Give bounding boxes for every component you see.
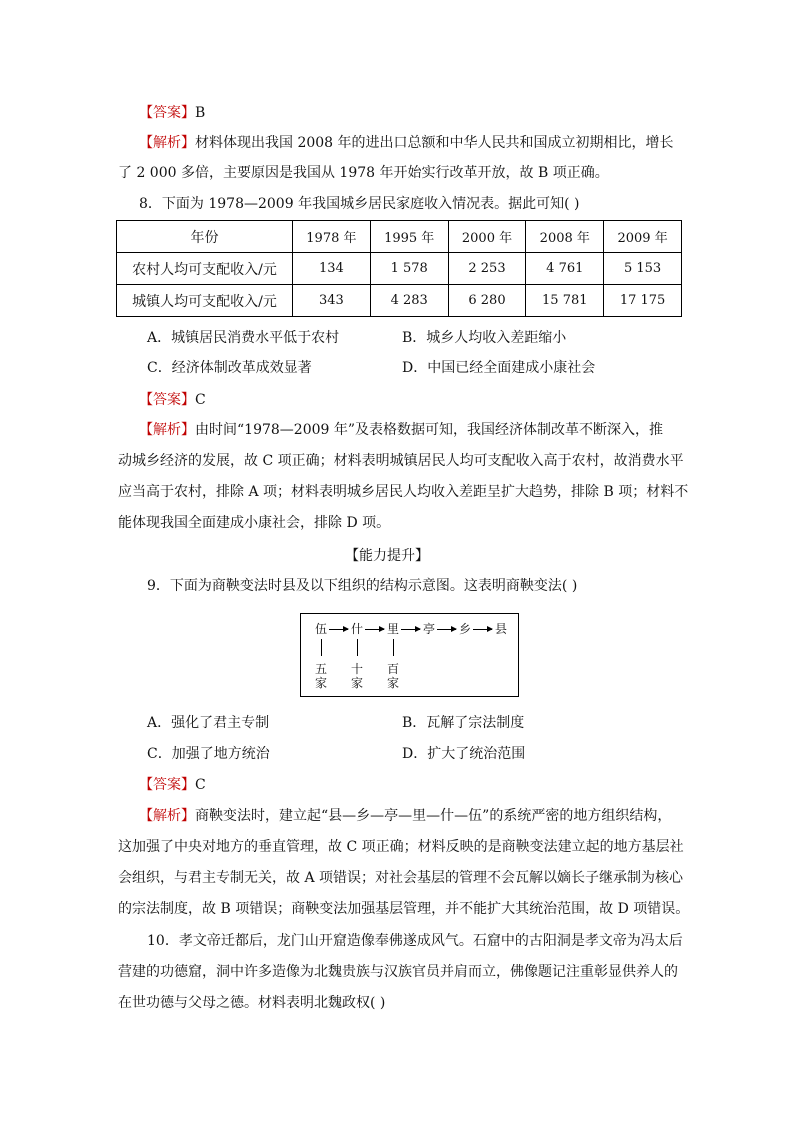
- arrow-icon: [401, 629, 420, 630]
- q10-stem-line-2: 营建的功德窟，洞中许多造像为北魏贵族与汉族官员并肩而立，佛像题记注重彰显供养人的: [118, 964, 678, 980]
- q8-option-d[interactable]: D．中国已经全面建成小康社会: [402, 360, 596, 376]
- answer-value: C: [195, 777, 206, 793]
- table-row: [117, 285, 682, 317]
- q9-option-a[interactable]: A．强化了君主专制: [147, 715, 270, 731]
- table-cell: 134: [293, 253, 371, 285]
- income-table: [116, 220, 682, 317]
- diagram-sub-label: 百: [387, 662, 400, 676]
- q8-stem: 8．下面为 1978—2009 年我国城乡居民家庭收入情况表。据此可知( ): [139, 196, 580, 212]
- answer-tag: 【答案】: [139, 392, 195, 408]
- table-cell: 5 153: [604, 253, 682, 285]
- q9-stem: 9．下面为商鞅变法时县及以下组织的结构示意图。这表明商鞅变法( ): [147, 578, 578, 594]
- q8-option-c[interactable]: C．经济体制改革成效显著: [147, 360, 312, 376]
- analysis-tag: 【解析】: [139, 808, 195, 824]
- connector-line: [321, 639, 322, 656]
- q8-analysis-line-1: [139, 420, 663, 440]
- arrow-icon: [473, 629, 492, 630]
- answer-tag: 【答案】: [139, 105, 195, 121]
- q7-analysis-line-1: [139, 133, 674, 153]
- table-cell: 17 175: [604, 285, 682, 317]
- diagram-node-li: 里: [387, 622, 400, 636]
- table-cell: 4 761: [526, 253, 604, 285]
- diagram-node-shi: 什: [351, 622, 364, 636]
- q8-answer: [139, 390, 206, 410]
- answer-tag: 【答案】: [139, 777, 195, 793]
- analysis-tag: 【解析】: [139, 422, 195, 438]
- q10-stem-line-1: 10．孝文帝迁都后，龙门山开窟造像奉佛遂成风气。石窟中的古阳洞是孝文帝为冯太后: [147, 933, 683, 949]
- table-cell: 1 578: [370, 253, 448, 285]
- q9-analysis-line-2: 这加强了中央对地方的垂直管理，故 C 项正确；材料反映的是商鞅变法建立起的地方基层社: [118, 839, 684, 855]
- q8-analysis-line-2: 动城乡经济的发展，故 C 项正确；材料表明城镇居民人均可支配收入高于农村，故消费水平: [118, 453, 684, 469]
- table-cell: 15 781: [526, 285, 604, 317]
- q7-answer: [139, 103, 205, 123]
- diagram-node-ting: 亭: [423, 622, 436, 636]
- table-header-cell: 2008 年: [526, 221, 604, 253]
- table-cell: 6 280: [448, 285, 526, 317]
- table-header-cell: 年份: [117, 221, 293, 253]
- connector-line: [357, 639, 358, 656]
- table-header-row: [117, 221, 682, 253]
- q9-answer: [139, 775, 206, 795]
- answer-value: C: [195, 392, 206, 408]
- arrow-icon: [365, 629, 384, 630]
- diagram-sub-label: 家: [351, 676, 364, 690]
- q9-analysis-line-1: [139, 806, 671, 826]
- table-header-cell: 1995 年: [370, 221, 448, 253]
- section-title: 【能力提升】: [345, 548, 429, 564]
- q9-option-d[interactable]: D．扩大了统治范围: [402, 746, 526, 762]
- arrow-icon: [437, 629, 456, 630]
- diagram-node-wu: 伍: [315, 622, 328, 636]
- table-cell: 4 283: [370, 285, 448, 317]
- table-header-cell: 2009 年: [604, 221, 682, 253]
- diagram-sub-label: 家: [315, 676, 328, 690]
- answer-value: B: [195, 105, 206, 121]
- analysis-text: 由时间“1978—2009 年”及表格数据可知，我国经济体制改革不断深入，推: [195, 422, 664, 438]
- diagram-sub-label: 五: [315, 662, 328, 676]
- table-cell: 343: [293, 285, 371, 317]
- table-cell: 2 253: [448, 253, 526, 285]
- diagram-node-xian: 县: [495, 622, 508, 636]
- analysis-text: 材料体现出我国 2008 年的进出口总额和中华人民共和国成立初期相比，增长: [195, 135, 674, 151]
- q8-option-b[interactable]: B．城乡人均收入差距缩小: [402, 330, 567, 346]
- table-header-cell: 2000 年: [448, 221, 526, 253]
- table-cell: 农村人均可支配收入/元: [117, 253, 293, 285]
- q7-analysis-line-2: 了 2 000 多倍，主要原因是我国从 1978 年开始实行改革开放，故 B 项正确。: [118, 165, 609, 181]
- q8-analysis-line-3: 应当高于农村，排除 A 项；材料表明城乡居民人均收入差距呈扩大趋势，排除 B 项；材料不: [118, 484, 689, 500]
- analysis-tag: 【解析】: [139, 135, 195, 151]
- table-row: [117, 253, 682, 285]
- diagram-node-xiang: 乡: [459, 622, 472, 636]
- structure-diagram: [300, 613, 519, 697]
- table-cell: 城镇人均可支配收入/元: [117, 285, 293, 317]
- q9-analysis-line-4: 的宗法制度，故 B 项错误；商鞅变法加强基层管理，并不能扩大其统治范围，故 D 项错误。: [118, 901, 690, 917]
- analysis-text: 商鞅变法时，建立起“县—乡—亭—里—什—伍”的系统严密的地方组织结构，: [195, 808, 672, 824]
- arrow-icon: [329, 629, 348, 630]
- table-header-cell: 1978 年: [293, 221, 371, 253]
- connector-line: [393, 639, 394, 656]
- diagram-sub-label: 家: [387, 676, 400, 690]
- diagram-sub-label: 十: [351, 662, 364, 676]
- q8-analysis-line-4: 能体现我国全面建成小康社会，排除 D 项。: [118, 515, 391, 531]
- q10-stem-line-3: 在世功德与父母之德。材料表明北魏政权( ): [118, 995, 386, 1011]
- q9-analysis-line-3: 会组织，与君主专制无关，故 A 项错误；对社会基层的管理不会瓦解以嫡长子继承制为核心: [118, 870, 684, 886]
- q8-option-a[interactable]: A．城镇居民消费水平低于农村: [147, 330, 340, 346]
- q9-option-c[interactable]: C．加强了地方统治: [147, 746, 270, 762]
- q9-option-b[interactable]: B．瓦解了宗法制度: [402, 715, 525, 731]
